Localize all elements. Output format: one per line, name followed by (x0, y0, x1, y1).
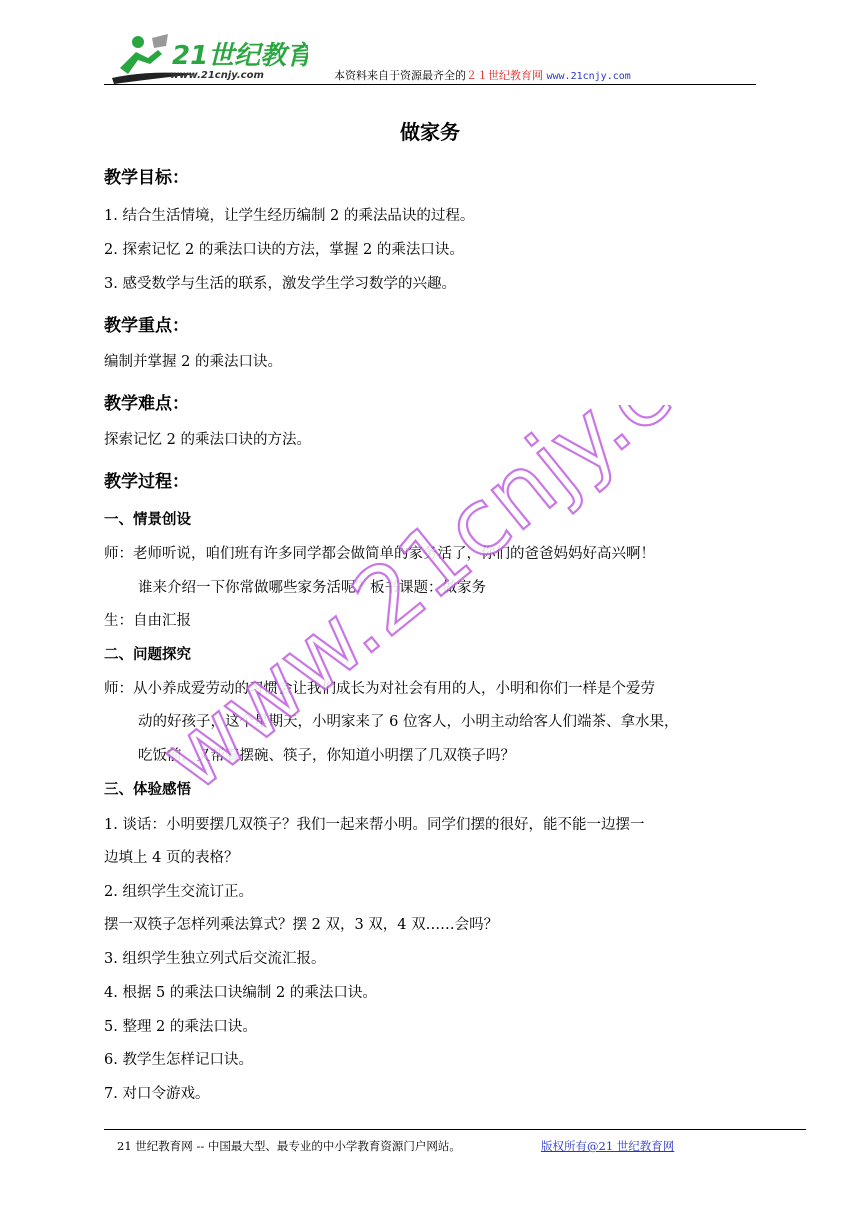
footer-text: 21 世纪教育网 -- 中国最大型、最专业的中小学教育资源门户网站。 (117, 1139, 461, 1153)
header-note-prefix: 本资料来自于资源最齐全的 (334, 69, 466, 82)
paragraph: 1. 谈话：小明要摆几双筷子？我们一起来帮小明。同学们摆的很好，能不能一边摆一 (104, 817, 645, 833)
process-heading: 教学过程： (104, 472, 189, 492)
runner-logo-icon (108, 28, 308, 88)
key-heading: 教学重点： (104, 316, 189, 336)
difficult-heading: 教学难点： (104, 394, 189, 414)
header-divider (104, 84, 756, 85)
paragraph: 7. 对口令游戏。 (104, 1086, 210, 1102)
paragraph: 6. 教学生怎样记口诀。 (104, 1052, 253, 1068)
paragraph: 动的好孩子，这个星期天，小明家来了 6 位客人，小明主动给客人们端茶、拿水果， (138, 714, 679, 730)
paragraph: 边填上 4 页的表格？ (104, 850, 239, 866)
watermark-text: www.21cnjy.com (155, 405, 715, 813)
paragraph: 生：自由汇报 (104, 613, 191, 629)
paragraph: 摆一双筷子怎样列乘法算式？摆 2 双，3 双，4 双……会吗？ (104, 917, 499, 933)
key-text: 编制并掌握 2 的乘法口诀。 (104, 354, 282, 370)
paragraph: 师：从小养成爱劳动的习惯会让我们成长为对社会有用的人，小明和你们一样是个爱劳 (104, 681, 655, 697)
goal-item: 1. 结合生活情境，让学生经历编制 2 的乘法品诀的过程。 (104, 208, 475, 224)
logo-wordmark: 21世纪教育 (172, 41, 308, 71)
page-title: 做家务 (400, 120, 460, 144)
header-note-brand[interactable]: ２１世纪教育网 (466, 69, 543, 82)
part3-heading: 三、体验感悟 (104, 782, 191, 798)
paragraph: 2. 组织学生交流订正。 (104, 884, 253, 900)
difficult-text: 探索记忆 2 的乘法口诀的方法。 (104, 432, 311, 448)
header-note (334, 67, 631, 83)
paragraph: 4. 根据 5 的乘法口诀编制 2 的乘法口诀。 (104, 985, 377, 1001)
header-note-url[interactable]: www.21cnjy.com (546, 71, 631, 82)
paragraph: 吃饭前，又帮着摆碗、筷子，你知道小明摆了几双筷子吗？ (138, 748, 515, 764)
logo (108, 28, 308, 88)
paragraph: 5. 整理 2 的乘法口诀。 (104, 1019, 257, 1035)
part1-heading: 一、情景创设 (104, 512, 191, 528)
footer-divider (104, 1129, 806, 1130)
logo-url: www.21cnjy.com (170, 70, 264, 81)
footer-copyright-link[interactable]: 版权所有@21 世纪教育网 (541, 1139, 675, 1153)
paragraph: 3. 组织学生独立列式后交流汇报。 (104, 951, 326, 967)
goals-heading: 教学目标： (104, 168, 189, 188)
part2-heading: 二、问题探究 (104, 647, 191, 663)
goal-item: 3. 感受数学与生活的联系，激发学生学习数学的兴趣。 (104, 276, 456, 292)
goal-item: 2. 探索记忆 2 的乘法口诀的方法，掌握 2 的乘法口诀。 (104, 242, 464, 258)
paragraph: 师：老师听说，咱们班有许多同学都会做简单的家务活了，你们的爸爸妈妈好高兴啊！ (104, 546, 655, 562)
paragraph: 谁来介绍一下你常做哪些家务活呢？板书课题：做家务 (138, 580, 486, 596)
